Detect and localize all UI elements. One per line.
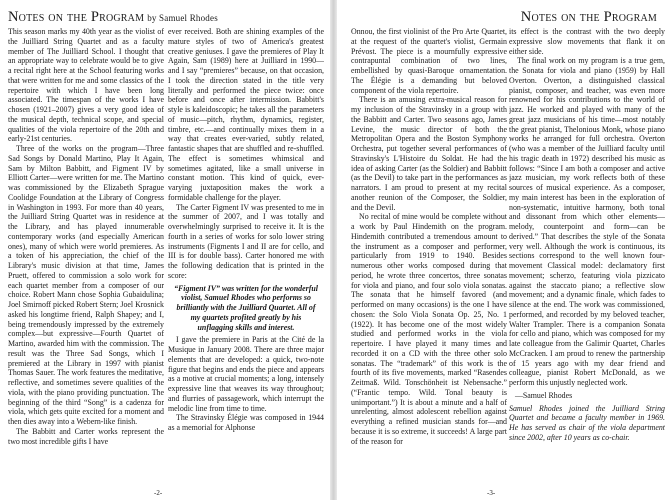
paragraph: No recital of mine would be complete without a work by Paul Hindemith on the program. Hindemith contributed a tremendous amount to the instrument as a composer and performer, particularly from 1919 to 1940. Besides numerous other works composed during that period, he wrote three concertos, three sonatas for viola and piano, and four solo viola sonatas. The sonata that he himself favored (and performed on many occasions) is the one I have chosen: the Solo Viola Sonata Op. 25, No. 1 (1922). It has become one of the most widely studied and performed works in the viola repertoire. I have played it many times and recorded it on a CD with the three other solo sonatas. The “trademark” of this work is the fourth of its five movements, marked “Rasendes Zeitmaß. Wild. Tonschönheit ist Nebensache.” (“Frantic tempo. Wild. Tonal beauty is unimportant.”) It is about a minute and a half of unrelenting, almost adolescent rebellion against everything a refined musician stands for—and because it is so extreme, it succeeds! A large part of the reason for xyxy=(351,212,507,446)
page-header xyxy=(521,8,657,26)
paragraph: The final work on my program is a true gem, the Sonata for viola and piano (1959) by Hall Overton. Overton, a distinguished classical pianist, composer, and teacher, was even more renowned for his contributions to the world of jazz. He worked and played with many of the great jazz musicians of his time—most notably the great pianist, Thelonious Monk, whose piano works he arranged for full orchestra. Overton (who was a member of the Juilliard faculty until his tragic death in 1972) described his music as follows: “Since I am both a composer and active jazz musician, my work reflects both of these sources of musical experience. As a composer, my main interest has been in the exploration of non-systematic, intuitive harmony, both tonal and dissonant from which other elements—melody, counterpoint and form—can be derived.” That describes the style of the Sonata very well. Although the work is continuous, its sections correspond to the well known four-movement Classical model: declamatory first movement; scherzo, featuring viola pizzicato against the staccato piano; a reflective slow movement; and a dynamic finale, which fades to silence at the end. The work was commissioned, performed, and recorded by my beloved teacher, Walter Trampler. There is a companion Sonata for cello and piano, which was composed for my late colleague from the Galimir Quartet, Charles McCracken. I am proud to renew the partnership of 15 years ago with my dear friend and colleague, pianist Robert McDonald, as we perform this unjustly neglected work. xyxy=(509,56,665,387)
page-number: -2- xyxy=(154,489,163,497)
paragraph: ever received. Both are shining examples of the mature styles of two of America's greatest creative geniuses. I gave the premieres of Play It Again, Sam (1989) here at Juilliard in 1990—and I say “premieres” because, on that occasion, I took the direction stated in the title very literally and performed the piece twice: once before and once after intermission. Babbitt's style is kaleidoscopic; he takes all the parameters of music—pitch, rhythm, dynamics, register, timbre, etc.—and continually mixes them in a way that creates ever-varied, subtly related, fantastic shapes that are shuffled and re-shuffled. The effect is sometimes whimsical and sometimes agitated, like a small universe in constant motion. This kind of quick, ever-varying juxtaposition makes the work a formidable challenge for the player. xyxy=(168,27,324,202)
page-number: -3- xyxy=(487,489,496,497)
author-bio: Samuel Rhodes joined the Juilliard String Quartet and became a faculty member in 1969. He has served as chair of the viola department since 2002, after 10 years as co-chair. xyxy=(509,403,665,442)
paragraph: This season marks my 40th year as the violist of the Juilliard String Quartet and as a faculty member of The Juilliard School. I thought that an appropriate way to celebrate would be to give a recital right here at the School featuring works that were written for me and some classics of the repertoire with which I have been long associated. The timespan of the works I have chosen (1921–2007) gives a very good idea of the musical depth, technical scope, and special qualities of the viola repertoire of the 20th and early-21st centuries. xyxy=(8,27,164,144)
text-column-right xyxy=(509,27,665,489)
paragraph: Three of the works on the program—Three Sad Songs by Donald Martino, Play It Again, Sam by Milton Babbitt, and Figment IV by Elliott Carter—were written for me. The Martino was commissioned by the Elizabeth Sprague Coolidge Foundation at the Library of Congress in Washington in 1993. For more than 40 years, the Juilliard String Quartet was in residence at the Library, and has played innumerable contemporary works (and especially American ones), many of which were world premieres. As a token of his appreciation, the chief of the Library's music division at that time, James Pruett, offered to commission a solo work for each quartet member from a composer of our choice. Robert Mann chose Sophia Gubaidulina; Joel Smirnoff picked Robert Stern; Joel Krosnick asked his longtime friend, Ralph Shapey; and I, being tremendously impressed by the extremely complex—but expressive—Fourth Quartet of Martino, awarded him with the commission. The result was the Three Sad Songs, which I premiered at the Library in 1997 with pianist Thomas Sauer. The work features the meditative, reflective, and sometimes severe qualities of the viola, with the piano providing punctuation. The beginning of the third “Song” is a cadenza for viola, which gets quite excited for a moment and then dies away into a Webern-like finish. xyxy=(8,144,164,426)
right-page xyxy=(337,0,667,500)
paragraph: The Carter Figment IV was presented to me in the summer of 2007, and I was totally and overwhelmingly surprised to receive it. It is the fourth in a series of works for solo lower string instruments (Figments I and II are for cello, and III is for double bass). Carter honored me with the following dedication that is printed in the score: xyxy=(168,202,324,280)
text-column-right xyxy=(168,27,324,489)
page-header xyxy=(8,8,218,26)
paragraph: I gave the premiere in Paris at the Cité de la Musique in January 2008. There are three major elements that are developed: a quick, two-note figure that begins and ends the piece and appears as a motive at crucial moments; a long, intensely expressive line that weaves its way throughout; and flurries of passagework, which interrupt the melodic line from time to time. xyxy=(168,335,324,413)
signature: —Samuel Rhodes xyxy=(515,390,573,400)
text-column-left xyxy=(351,27,507,489)
paragraph: There is an amusing extra-musical reason for my inclusion of the Stravinsky in a group with the Babbitt and Carter. Two seasons ago, James Levine, the music director of both the Metropolitan Opera and the Boston Symphony Orchestra, put together several performances of Stravinsky's L'Histoire du Soldat. He had the idea of asking Carter (as the Soldier) and Babbitt (as the Devil) to take part in the performances as narrators. I am proud to present at my recital another reunion of the Composer, the Soldier, and the Devil. xyxy=(351,95,507,212)
header-title: Notes on the Program xyxy=(520,9,657,25)
paragraph: Onnou, the first violinist of the Pro Arte Quartet, at the request of the quartet's violist, Germain Prévost. The piece is a mournfully expressive contrapuntal combination of two lines, embellished by quasi-Baroque ornamentation. The Élégie is a demanding but beloved component of the viola repertoire. xyxy=(351,27,507,95)
book-gutter xyxy=(330,0,337,500)
left-page xyxy=(0,0,330,500)
header-author: by Samuel Rhodes xyxy=(147,13,218,23)
paragraph: The Babbitt and Carter works represent the two most incredible gifts I have xyxy=(8,426,164,446)
text-column-left xyxy=(8,27,164,489)
paragraph: its effect is the contrast with the two deeply expressive slow movements that flank it on either side. xyxy=(509,27,665,56)
header-title: Notes on the Program xyxy=(8,9,145,25)
paragraph: The Stravinsky Élégie was composed in 1944 as a memorial for Alphonse xyxy=(168,413,324,432)
dedication-quote: “Figment IV” was written for the wonderful violist, Samuel Rhodes who performs so brilliantly with the Juilliard Quartet. All of my quartets profited greatly by his unflagging skills and interest. xyxy=(174,283,318,332)
